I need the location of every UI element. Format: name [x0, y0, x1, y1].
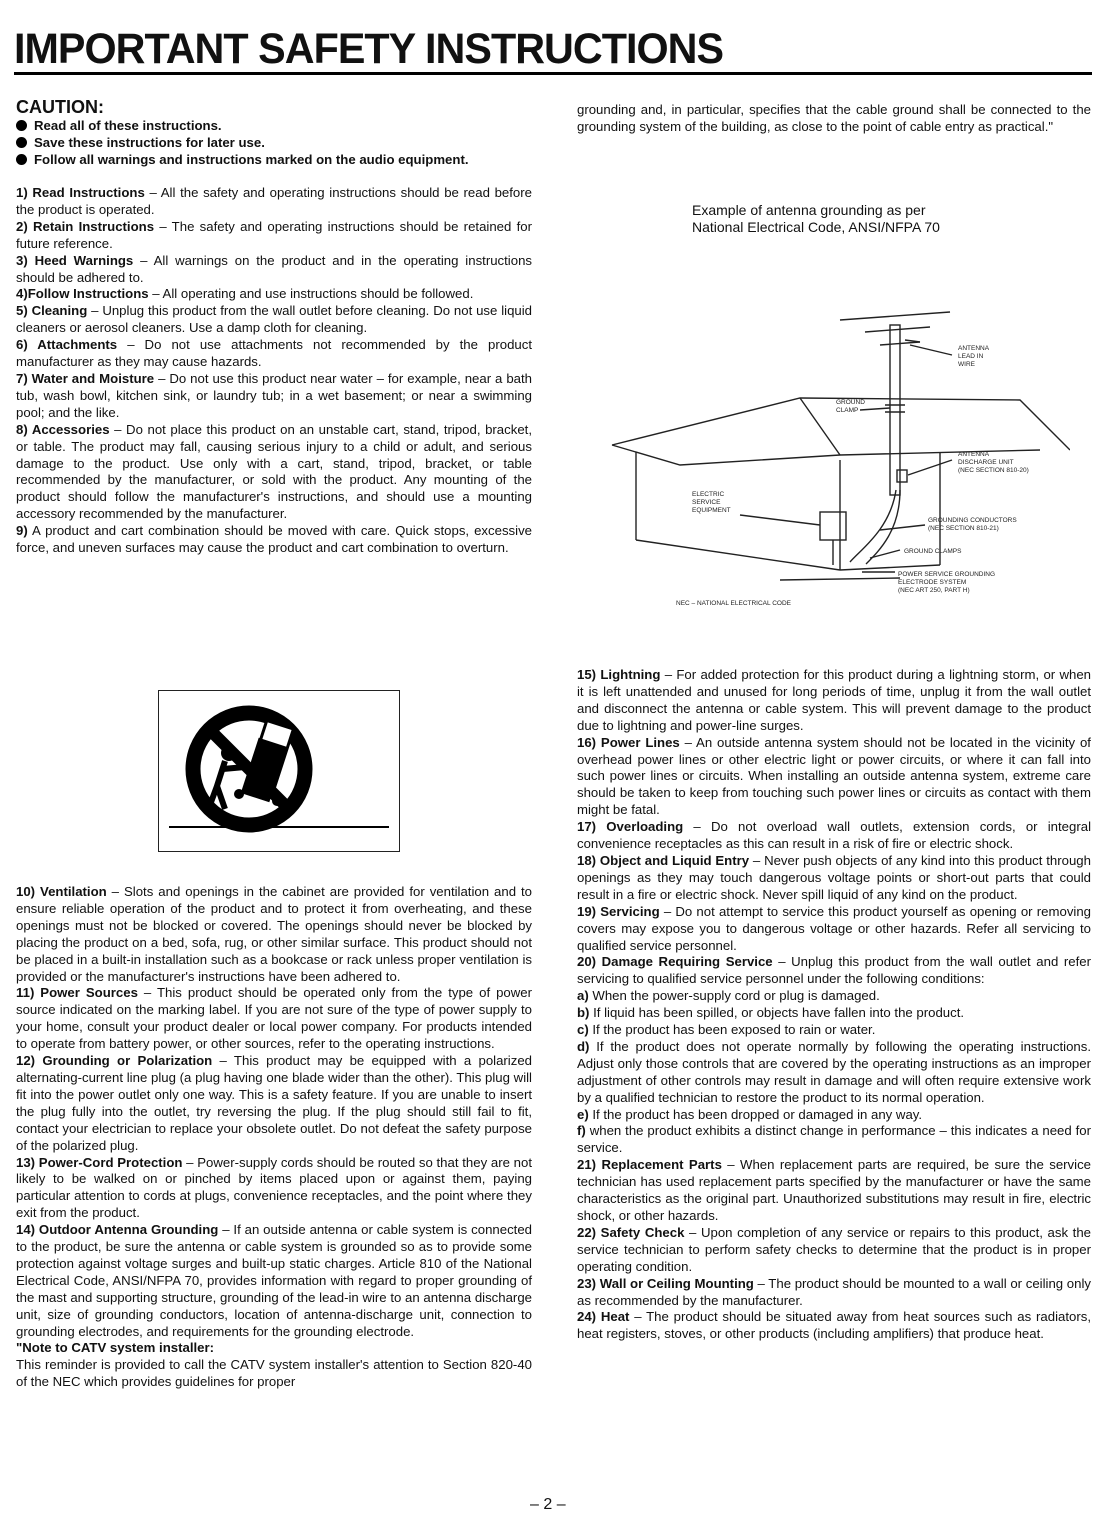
catv-note-text: This reminder is provided to call the CATV system installer's attention to Section 820-40 of the NEC which provides guidelines for proper [16, 1357, 532, 1390]
instruction-3: 3) Heed Warnings – All warnings on the product and in the operating instructions should be adhered to. [16, 252, 532, 285]
instruction-20e: e) If the product has been dropped or damaged in any way. [577, 1106, 923, 1122]
title-rule [14, 72, 1092, 75]
left-column-top [16, 97, 532, 557]
instruction-5: 5) Cleaning – Unplug this product from the wall outlet before cleaning. Do not use liquid cleaners or aerosol cleaners. Use a damp cloth for cleaning. [16, 303, 533, 336]
instruction-22: 22) Safety Check – Upon completion of any service or repairs to this product, ask the service technician to perform safety checks to determine that the product is in proper operating condition. [577, 1224, 1091, 1274]
svg-text:POWER SERVICE GROUNDING: POWER SERVICE GROUNDING [898, 571, 996, 578]
svg-text:DISCHARGE UNIT: DISCHARGE UNIT [958, 459, 1014, 466]
svg-text:GROUNDING CONDUCTORS: GROUNDING CONDUCTORS [928, 517, 1017, 524]
instruction-20d: d) If the product does not operate normally by following the operating instructions. Adjust only those controls that are covered by the operating instructions as an improper adjustment of other controls may result in damage and will often require extensive work by a qualified technician to restore the product to its normal operation. [577, 1038, 1091, 1105]
catv-note-heading: "Note to CATV system installer: [16, 1340, 214, 1356]
instruction-21: 21) Replacement Parts – When replacement parts are required, be sure the service technician has used replacement parts specified by the manufacturer or have the same characteristics as the original part. Unauthorized substitutions may result in fire, electric shock, or other hazards. [577, 1157, 1091, 1223]
bullet-dot-icon [16, 154, 27, 165]
bullet-dot-icon [16, 137, 27, 148]
instruction-9: 9) A product and cart combination should be moved with care. Quick stops, excessive force, and uneven surfaces may cause the product and cart combination to overturn. [16, 523, 532, 556]
bullet-dot-icon [16, 120, 27, 131]
svg-text:NEC – NATIONAL ELECTRICAL CODE: NEC – NATIONAL ELECTRICAL CODE [676, 600, 791, 607]
page-title: IMPORTANT SAFETY INSTRUCTIONS [14, 25, 724, 73]
instruction-12: 12) Grounding or Polarization – This product may be equipped with a polarized alternating-current line plug (a plug having one blade wider than the other). This plug will fit into the power outlet only one way. This is a safety feature. If you are unable to insert the plug fully into the outlet, try reversing the plug. If the plug should still fail to fit, contact your electrician to replace your obsolete outlet. Do not defeat the safety purpose of the polarized plug. [16, 1053, 532, 1153]
svg-text:ELECTRIC: ELECTRIC [692, 491, 725, 498]
caution-bullet: Read all of these instructions. [16, 117, 532, 134]
svg-text:LEAD IN: LEAD IN [958, 353, 984, 360]
instruction-20: 20) Damage Requiring Service – Unplug this product from the wall outlet and refer servicing to qualified service personnel under the following conditions: [577, 954, 1092, 987]
page-number: – 2 – [530, 1496, 566, 1513]
svg-text:EQUIPMENT: EQUIPMENT [692, 507, 731, 514]
svg-text:SERVICE: SERVICE [692, 499, 721, 506]
figure-caption: Example of antenna grounding as per National Electrical Code, ANSI/NFPA 70 [692, 202, 940, 235]
caution-bullet: Save these instructions for later use. [16, 134, 532, 151]
instruction-13: 13) Power-Cord Protection – Power-supply cords should be routed so that they are not likely to be walked on or pinched by items placed upon or against them, paying particular attention to cords at plugs, convenience receptacles, and the point where they exit from the product. [16, 1154, 532, 1221]
instruction-8: 8) Accessories – Do not place this product on an unstable cart, stand, tripod, bracket, or table. The product may fall, causing serious injury to a child or adult, and serious damage to the product. Use only with a cart, stand, tripod, bracket, or table recommended by the manufacturer, or sold with the product. Any mounting of the product should follow the manufacturer's instructions, and should use a mounting accessory recommended by the manufacturer. [16, 421, 532, 522]
instruction-24: 24) Heat – The product should be situated away from heat sources such as radiators, heat registers, stoves, or other products (including amplifiers) that produce heat. [577, 1309, 1091, 1342]
svg-text:(NEC SECTION 810-20): (NEC SECTION 810-20) [958, 467, 1029, 474]
svg-text:ANTENNA: ANTENNA [958, 345, 990, 352]
instruction-10: 10) Ventilation – Slots and openings in the cabinet are provided for ventilation and to ensure reliable operation of the product and to protect it from overheating, and these openings must not be blocked or covered. The openings should never be blocked by placing the product on a bed, sofa, rug, or other similar surface. This product should not be placed in a built-in installation such as a bookcase or rack unless proper ventilation is provided or the manufacturer's instructions have been adhered to. [16, 884, 533, 984]
left-column-bottom [16, 884, 532, 1391]
instruction-23: 23) Wall or Ceiling Mounting – The product should be mounted to a wall or ceiling only as recommended by the manufacturer. [577, 1275, 1091, 1308]
cart-warning-box [158, 690, 400, 852]
instruction-20a: a) When the power-supply cord or plug is damaged. [577, 988, 880, 1004]
caution-bullet: Follow all warnings and instructions marked on the audio equipment. [16, 151, 532, 168]
instruction-2: 2) Retain Instructions – The safety and operating instructions should be retained for future reference. [16, 218, 532, 251]
instruction-18: 18) Object and Liquid Entry – Never push objects of any kind into this product through openings as they may touch dangerous voltage points or short-out parts that could result in a fire or electric shock. Never spill liquid of any kind on the product. [577, 852, 1091, 902]
instruction-19: 19) Servicing – Do not attempt to service this product yourself as opening or removing covers may expose you to dangerous voltage or other hazards. Refer all servicing to qualified service personnel. [577, 903, 1092, 953]
instruction-20c: c) If the product has been exposed to rain or water. [577, 1022, 876, 1038]
svg-text:(NEC ART 250, PART H): (NEC ART 250, PART H) [898, 587, 970, 594]
instruction-1: 1) Read Instructions – All the safety and operating instructions should be read before the product is operated. [16, 185, 532, 217]
svg-text:(NEC SECTION 810-21): (NEC SECTION 810-21) [928, 525, 999, 532]
instruction-20b: b) If liquid has been spilled, or objects have fallen into the product. [577, 1005, 965, 1021]
instruction-15: 15) Lightning – For added protection for this product during a lightning storm, or when it is left unattended and unused for long periods of time, unplug it from the wall outlet and disconnect the antenna or cable system. This will prevent damage to the product due to lightning and power-line surges. [577, 667, 1091, 733]
instruction-11: 11) Power Sources – This product should be operated only from the type of power source indicated on the marking label. If you are not sure of the type of power supply to your home, consult your product dealer or local power company. For products intended to operate from battery power, or other sources, refer to the operating instructions. [16, 985, 533, 1052]
instruction-6: 6) Attachments – Do not use attachments not recommended by the product manufacturer as they may cause hazards. [16, 337, 533, 370]
instruction-14: 14) Outdoor Antenna Grounding – If an outside antenna or cable system is connected to the product, be sure the antenna or cable system is grounded so as to provide some protection against voltage surges and built-up static charges. Article 810 of the National Electrical Code, ANSI/NFPA 70, provides information with regard to proper grounding of the mast and supporting structure, grounding of the lead-in wire to an antenna discharge unit, size of grounding conductors, location of antenna-discharge unit, connection to grounding electrodes, and requirements for the grounding electrode. [16, 1222, 533, 1339]
antenna-grounding-diagram [600, 300, 1070, 615]
instruction-20f: f) when the product exhibits a distinct change in performance – this indicates a need for service. [577, 1123, 1091, 1156]
cart-tipover-warning-icon [159, 691, 399, 851]
right-column-top [577, 102, 1091, 136]
right-column-bottom [577, 667, 1091, 1343]
catv-note-continued: grounding and, in particular, specifies that the cable ground shall be connected to the grounding system of the building, as close to the point of cable entry as practical." [577, 102, 1091, 134]
instruction-7: 7) Water and Moisture – Do not use this product near water – for example, near a bath tub, wash bowl, kitchen sink, or laundry tub; in a wet basement; or near a swimming pool; and the like. [16, 370, 532, 420]
svg-text:ANTENNA: ANTENNA [958, 451, 990, 458]
caution-heading: CAUTION: [16, 97, 104, 117]
svg-text:GROUND: GROUND [836, 399, 865, 406]
svg-text:ELECTRODE SYSTEM: ELECTRODE SYSTEM [898, 579, 967, 586]
instruction-4: 4)Follow Instructions – All operating and use instructions should be followed. [16, 286, 474, 302]
svg-text:WIRE: WIRE [958, 361, 975, 368]
svg-text:GROUND CLAMPS: GROUND CLAMPS [904, 548, 962, 555]
instruction-16: 16) Power Lines – An outside antenna system should not be located in the vicinity of overhead power lines or other electric light or power circuits, or where it can fall into such power lines or circuits. When installing an outside antenna system, extreme care should be taken to keep from touching such power lines or circuits as contact with them might be fatal. [577, 734, 1091, 818]
svg-text:CLAMP: CLAMP [836, 407, 859, 414]
instruction-17: 17) Overloading – Do not overload wall outlets, extension cords, or integral convenience receptacles as this can result in a risk of fire or electric shock. [577, 819, 1092, 852]
